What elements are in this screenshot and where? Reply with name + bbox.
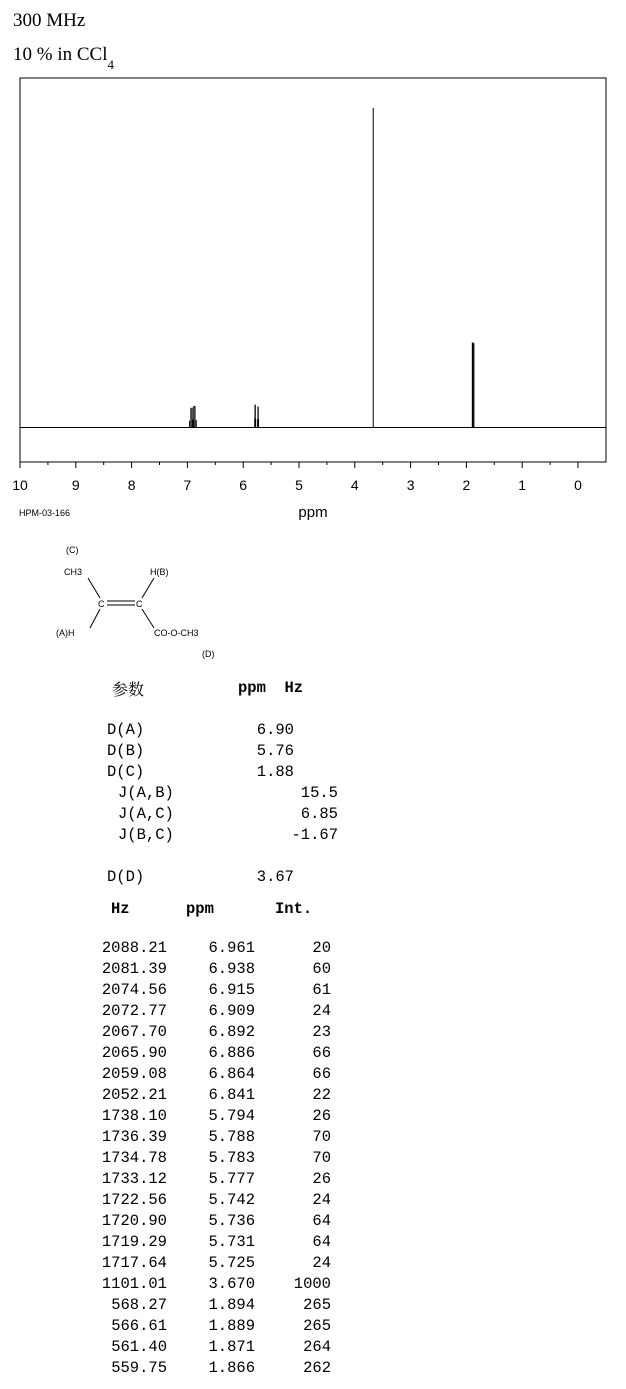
peak-intensity: 24 — [312, 1254, 331, 1272]
peak-hz: 1738.10 — [101, 1107, 167, 1125]
peak-ppm: 1.871 — [208, 1338, 255, 1356]
peak-ppm: 6.938 — [208, 960, 255, 978]
peak-ppm: 5.783 — [208, 1149, 255, 1167]
h-b: H(B) — [150, 567, 169, 577]
peak-ppm: 6.841 — [208, 1086, 255, 1104]
peak-hz: 1719.29 — [101, 1233, 167, 1251]
peak-hz: 1734.78 — [101, 1149, 167, 1167]
peak-intensity: 26 — [312, 1170, 331, 1188]
carbon-right: C — [136, 599, 143, 609]
peak-intensity: 23 — [312, 1023, 331, 1041]
peak-hz: 2059.08 — [101, 1065, 167, 1083]
peak-ppm: 1.866 — [208, 1359, 255, 1377]
peak-intensity: 70 — [312, 1128, 331, 1146]
peak-ppm: 6.864 — [208, 1065, 255, 1083]
peak-ppm: 6.915 — [208, 981, 255, 999]
peak-intensity: 61 — [312, 981, 331, 999]
peak-ppm: 1.894 — [208, 1296, 255, 1314]
peak-ppm: 6.961 — [208, 939, 255, 957]
param-name: D(B) — [107, 742, 145, 760]
peak-hz: 559.75 — [111, 1359, 167, 1377]
peak-ppm: 5.742 — [208, 1191, 255, 1209]
x-tick-label: 2 — [462, 477, 471, 493]
peak-intensity: 262 — [303, 1359, 331, 1377]
peak-ppm: 5.736 — [208, 1212, 255, 1230]
peak-intensity: 66 — [312, 1065, 331, 1083]
peak-hz: 2052.21 — [101, 1086, 167, 1104]
peak-intensity: 264 — [303, 1338, 331, 1356]
x-tick-label: 10 — [12, 477, 28, 493]
x-axis-label: ppm — [298, 504, 328, 521]
peak-hz: 568.27 — [111, 1296, 167, 1314]
peak-intensity: 265 — [303, 1317, 331, 1335]
peak-header-hz: Hz — [111, 900, 130, 918]
peak-intensity: 60 — [312, 960, 331, 978]
peak-hz: 2088.21 — [101, 939, 167, 957]
peak-ppm: 5.788 — [208, 1128, 255, 1146]
x-tick-label: 7 — [183, 477, 192, 493]
peak-hz: 1101.01 — [101, 1275, 167, 1293]
label-d: (D) — [202, 649, 215, 659]
solvent-text: 10 % in CCl — [13, 44, 108, 65]
spectrometer-frequency: 300 MHz — [13, 10, 86, 31]
x-tick-label: 9 — [71, 477, 80, 493]
carbon-left: C — [98, 599, 105, 609]
peak-ppm: 5.777 — [208, 1170, 255, 1188]
peak-intensity: 70 — [312, 1149, 331, 1167]
label-c: (C) — [66, 545, 79, 555]
param-value: 1.88 — [256, 763, 294, 781]
param-value: 5.76 — [256, 742, 294, 760]
spectrum-code: HPM-03-166 — [19, 508, 71, 518]
peak-intensity: 64 — [312, 1233, 331, 1251]
peak-ppm: 6.886 — [208, 1044, 255, 1062]
peak-intensity: 20 — [312, 939, 331, 957]
peak-header-int: Int. — [275, 900, 313, 918]
param-name: D(A) — [107, 721, 145, 739]
peak-header-ppm: ppm — [186, 900, 214, 918]
peak-hz: 2081.39 — [101, 960, 167, 978]
param-value: -1.67 — [291, 826, 338, 844]
peak-hz: 566.61 — [111, 1317, 167, 1335]
param-value: 3.67 — [256, 868, 294, 886]
peak-ppm: 6.909 — [208, 1002, 255, 1020]
peak-intensity: 24 — [312, 1191, 331, 1209]
x-tick-label: 8 — [127, 477, 136, 493]
peak-intensity: 66 — [312, 1044, 331, 1062]
peak-ppm: 5.731 — [208, 1233, 255, 1251]
x-tick-label: 6 — [239, 477, 248, 493]
param-value: 6.90 — [256, 721, 294, 739]
peak-hz: 2067.70 — [101, 1023, 167, 1041]
param-value: 15.5 — [300, 784, 338, 802]
peak-intensity: 26 — [312, 1107, 331, 1125]
peak-hz: 2072.77 — [101, 1002, 167, 1020]
peak-ppm: 1.889 — [208, 1317, 255, 1335]
solvent-subscript: 4 — [107, 56, 114, 72]
peak-intensity: 24 — [312, 1002, 331, 1020]
param-header-name: 参数 — [112, 682, 145, 699]
x-tick-label: 1 — [518, 477, 527, 493]
peak-ppm: 3.670 — [208, 1275, 255, 1293]
peak-hz: 1733.12 — [101, 1170, 167, 1188]
peak-hz: 1717.64 — [101, 1254, 167, 1272]
peak-hz: 1722.56 — [101, 1191, 167, 1209]
param-header-units: ppm Hz — [238, 679, 304, 697]
peak-intensity: 1000 — [293, 1275, 331, 1293]
h-a: (A)H — [56, 628, 75, 638]
ester-group: CO-O-CH3 — [154, 628, 199, 638]
peak-hz: 561.40 — [111, 1338, 167, 1356]
param-name: J(A,C) — [118, 805, 174, 823]
param-name: J(B,C) — [118, 826, 174, 844]
x-tick-label: 0 — [574, 477, 582, 493]
peak-ppm: 6.892 — [208, 1023, 255, 1041]
x-tick-label: 5 — [295, 477, 303, 493]
param-name: J(A,B) — [118, 784, 174, 802]
param-name: D(C) — [107, 763, 145, 781]
ch3-group: CH3 — [64, 567, 83, 577]
x-tick-label: 4 — [350, 477, 359, 493]
peak-ppm: 5.794 — [208, 1107, 255, 1125]
peak-intensity: 64 — [312, 1212, 331, 1230]
peak-ppm: 5.725 — [208, 1254, 255, 1272]
peak-intensity: 265 — [303, 1296, 331, 1314]
param-value: 6.85 — [300, 805, 338, 823]
peak-hz: 2074.56 — [101, 981, 167, 999]
peak-hz: 2065.90 — [101, 1044, 167, 1062]
param-name: D(D) — [107, 868, 145, 886]
x-tick-label: 3 — [406, 477, 415, 493]
peak-intensity: 22 — [312, 1086, 331, 1104]
peak-hz: 1720.90 — [101, 1212, 167, 1230]
peak-hz: 1736.39 — [101, 1128, 167, 1146]
